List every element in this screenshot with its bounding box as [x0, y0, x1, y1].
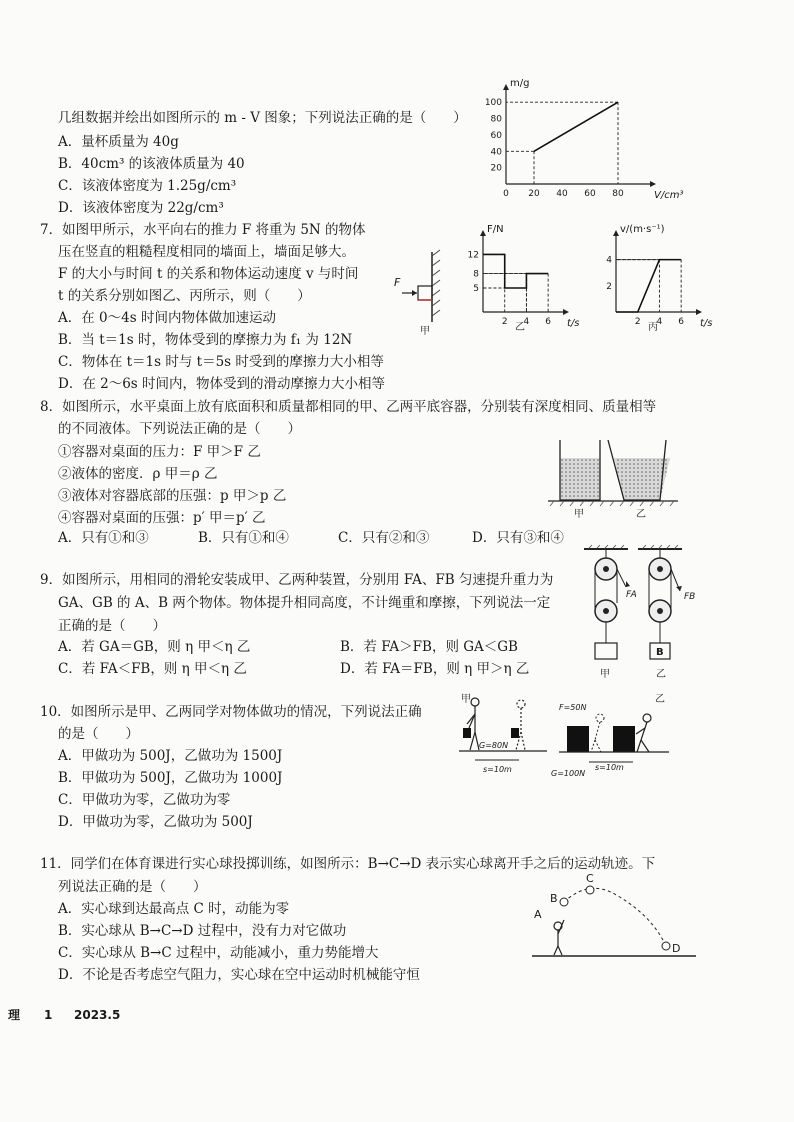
- q9-line-1: 9．如图所示，用相同的滑轮安装成甲、乙两种装置，分别用 FA、FB 匀速提升重力为: [40, 572, 554, 588]
- y-axis-arrow: [503, 84, 509, 90]
- q7-line-3: F 的大小与时间 t 的关系和物体运动速度 v 与时间: [58, 266, 359, 282]
- x-axis-label: V/cm³: [654, 190, 684, 201]
- q7-line-4: t 的关系分别如图乙、丙所示，则（ ）: [58, 288, 311, 304]
- y-tick-label: 4: [606, 255, 612, 266]
- x-axis-arrow: [563, 309, 569, 315]
- q8-option-c: C．只有②和③: [338, 530, 430, 546]
- q11-option-c: C．实心球从 B→C 过程中，动能减小，重力势能增大: [58, 945, 379, 961]
- q8-stmt-3: ③液体对容器底部的压强：p 甲＞p 乙: [58, 488, 287, 504]
- x-axis-label: t/s: [700, 318, 713, 329]
- q11-pt-c: C: [586, 872, 594, 885]
- q9-yi-caption: 乙: [656, 669, 666, 680]
- x-axis-label: t/s: [567, 318, 580, 329]
- q7-option-a: A．在 0～4s 时间内物体做加速运动: [58, 310, 276, 326]
- q7-jia-caption: 甲: [420, 326, 430, 337]
- series-line: [616, 260, 681, 312]
- q10-option-c: C．甲做功为零，乙做功为零: [58, 792, 231, 808]
- y-axis-label: m/g: [510, 78, 530, 89]
- q11-option-b: B．实心球从 B→C→D 过程中，没有力对它做功: [58, 923, 347, 939]
- q6-option-b: B．40cm³ 的该液体质量为 40: [58, 156, 245, 172]
- q7-line-2: 压在竖直的粗糙程度相同的墙面上，墙面足够大。: [58, 244, 355, 260]
- q10-f50: F=50N: [559, 703, 587, 712]
- q11-pt-b: B: [550, 892, 558, 905]
- q10-line-1: 10．如图所示是甲、乙两同学对物体做功的情况，下列说法正确: [40, 704, 422, 720]
- y-axis-arrow: [480, 230, 486, 236]
- q10-s-b: s=10m: [595, 763, 624, 772]
- y-tick-label: 8: [473, 269, 479, 280]
- y-tick-label: 100: [484, 98, 502, 109]
- q9-line-2: GA、GB 的 A、B 两个物体。物体提升相同高度，不计绳重和摩擦，下列说法一定: [58, 595, 551, 611]
- x-tick-label: 0: [503, 189, 509, 199]
- series-line: [483, 254, 548, 288]
- x-tick-label: 80: [612, 189, 624, 199]
- q9-box-b: B: [656, 647, 664, 658]
- q8-line-1: 8．如图所示，水平桌面上放有底面积和质量都相同的甲、乙两平底容器，分别装有深度相同、质量相等: [40, 399, 657, 415]
- x-tick-label: 60: [584, 189, 596, 199]
- q7-option-d: D．在 2～6s 时间内，物体受到的滑动摩擦力大小相等: [58, 376, 386, 392]
- y-tick-label: 2: [606, 281, 612, 292]
- x-axis-arrow: [696, 309, 702, 315]
- q9-fb-label: FB: [684, 592, 696, 602]
- q11-option-d: D．不论是否考虑空气阻力，实心球在空中运动时机械能守恒: [58, 967, 420, 983]
- y-axis-label: v/(m·s⁻¹): [620, 224, 665, 235]
- mv-chart: [470, 78, 700, 208]
- q10-option-d: D．甲做功为零，乙做功为 500J: [58, 814, 253, 830]
- footer-date: 2023.5: [74, 1008, 121, 1022]
- vt-chart: [598, 222, 718, 334]
- q7-option-b: B．当 t＝1s 时，物体受到的摩擦力为 f₁ 为 12N: [58, 332, 353, 348]
- footer-subject: 理: [8, 1008, 21, 1022]
- q6-option-c: C．该液体密度为 1.25g/cm³: [58, 178, 237, 194]
- y-tick-label: 20: [490, 163, 502, 174]
- q7-fig-jia: [390, 250, 450, 340]
- q10-line-2: 的是（ ）: [58, 726, 139, 742]
- x-tick-label: 6: [678, 317, 685, 327]
- q6-stem: 几组数据并绘出如图所示的 m - V 图象；下列说法正确的是（ ）: [58, 110, 467, 126]
- q11-pt-a: A: [534, 908, 542, 921]
- q8-figure: [548, 438, 678, 520]
- q7-f-label: F: [394, 276, 401, 289]
- q9-option-d: D．若 FA＝FB，则 η 甲＞η 乙: [340, 661, 530, 677]
- q8-yi-caption: 乙: [636, 509, 646, 520]
- y-axis-arrow: [613, 230, 619, 236]
- q10-option-a: A．甲做功为 500J，乙做功为 1500J: [58, 748, 283, 764]
- q6-option-d: D．该液体密度为 22g/cm³: [58, 200, 224, 216]
- q10-g80: G=80N: [479, 741, 509, 750]
- q7-yi-caption: 乙: [515, 322, 525, 333]
- y-tick-label: 40: [490, 147, 502, 158]
- q9-option-a: A．若 GA＝GB，则 η 甲＜η 乙: [58, 639, 251, 655]
- q8-jia-caption: 甲: [574, 509, 584, 520]
- q8-option-d: D．只有③和④: [472, 530, 564, 546]
- q7-bing-caption: 丙: [648, 322, 658, 333]
- q8-stmt-2: ②液体的密度．ρ 甲＝ρ 乙: [58, 466, 218, 482]
- q10-yi-caption: 乙: [655, 694, 665, 705]
- q11-pt-d: D: [672, 942, 681, 955]
- q9-option-b: B．若 FA＞FB，则 GA＜GB: [340, 639, 518, 655]
- y-tick-label: 60: [490, 130, 502, 141]
- q11-line-1: 11．同学们在体育课进行实心球投掷训练，如图所示：B→C→D 表示实心球离开手之后的运动轨迹。下: [40, 856, 656, 872]
- q8-option-a: A．只有①和③: [58, 530, 149, 546]
- x-tick-label: 6: [545, 317, 552, 327]
- q9-jia-caption: 甲: [600, 669, 610, 680]
- x-tick-label: 4: [523, 317, 530, 327]
- q10-figure: [455, 690, 680, 782]
- y-axis-label: F/N: [487, 224, 504, 235]
- q11-option-a: A．实心球到达最高点 C 时，动能为零: [58, 901, 290, 917]
- q8-stmt-1: ①容器对桌面的压力：F 甲＞F 乙: [58, 444, 261, 460]
- q8-line-2: 的不同液体。下列说法正确的是（ ）: [58, 421, 301, 437]
- q6-option-a: A．量杯质量为 40g: [58, 134, 179, 150]
- y-tick-label: 80: [490, 114, 502, 125]
- x-axis-arrow: [650, 181, 656, 187]
- q10-s-a: s=10m: [483, 765, 512, 774]
- q10-g100: G=100N: [551, 769, 586, 778]
- ft-chart: [465, 222, 585, 334]
- q10-option-b: B．甲做功为 500J，乙做功为 1000J: [58, 770, 283, 786]
- x-tick-label: 2: [634, 317, 641, 327]
- x-tick-label: 2: [501, 317, 508, 327]
- q7-line-1: 7．如图甲所示，水平向右的推力 F 将重为 5N 的物体: [40, 222, 366, 238]
- q11-figure: [528, 872, 700, 960]
- x-tick-label: 20: [528, 189, 540, 199]
- y-tick-label: 5: [473, 284, 479, 294]
- q11-line-2: 列说法正确的是（ ）: [58, 879, 207, 895]
- series-line: [534, 102, 618, 151]
- q9-option-c: C．若 FA＜FB，则 η 甲＜η 乙: [58, 661, 247, 677]
- q10-jia-caption: 甲: [461, 694, 471, 705]
- q9-line-3: 正确的是（ ）: [58, 618, 166, 634]
- q7-option-c: C．物体在 t＝1s 时与 t＝5s 时受到的摩擦力大小相等: [58, 354, 384, 370]
- x-tick-label: 4: [656, 317, 663, 327]
- q8-stmt-4: ④容器对桌面的压强：p′ 甲＝p′ 乙: [58, 510, 266, 526]
- q8-option-b: B．只有①和④: [198, 530, 289, 546]
- x-tick-label: 40: [556, 189, 568, 199]
- q9-fa-label: FA: [626, 590, 637, 600]
- footer-page: 1: [44, 1008, 53, 1022]
- y-tick-label: 12: [467, 250, 479, 261]
- q9-figure: [580, 545, 710, 685]
